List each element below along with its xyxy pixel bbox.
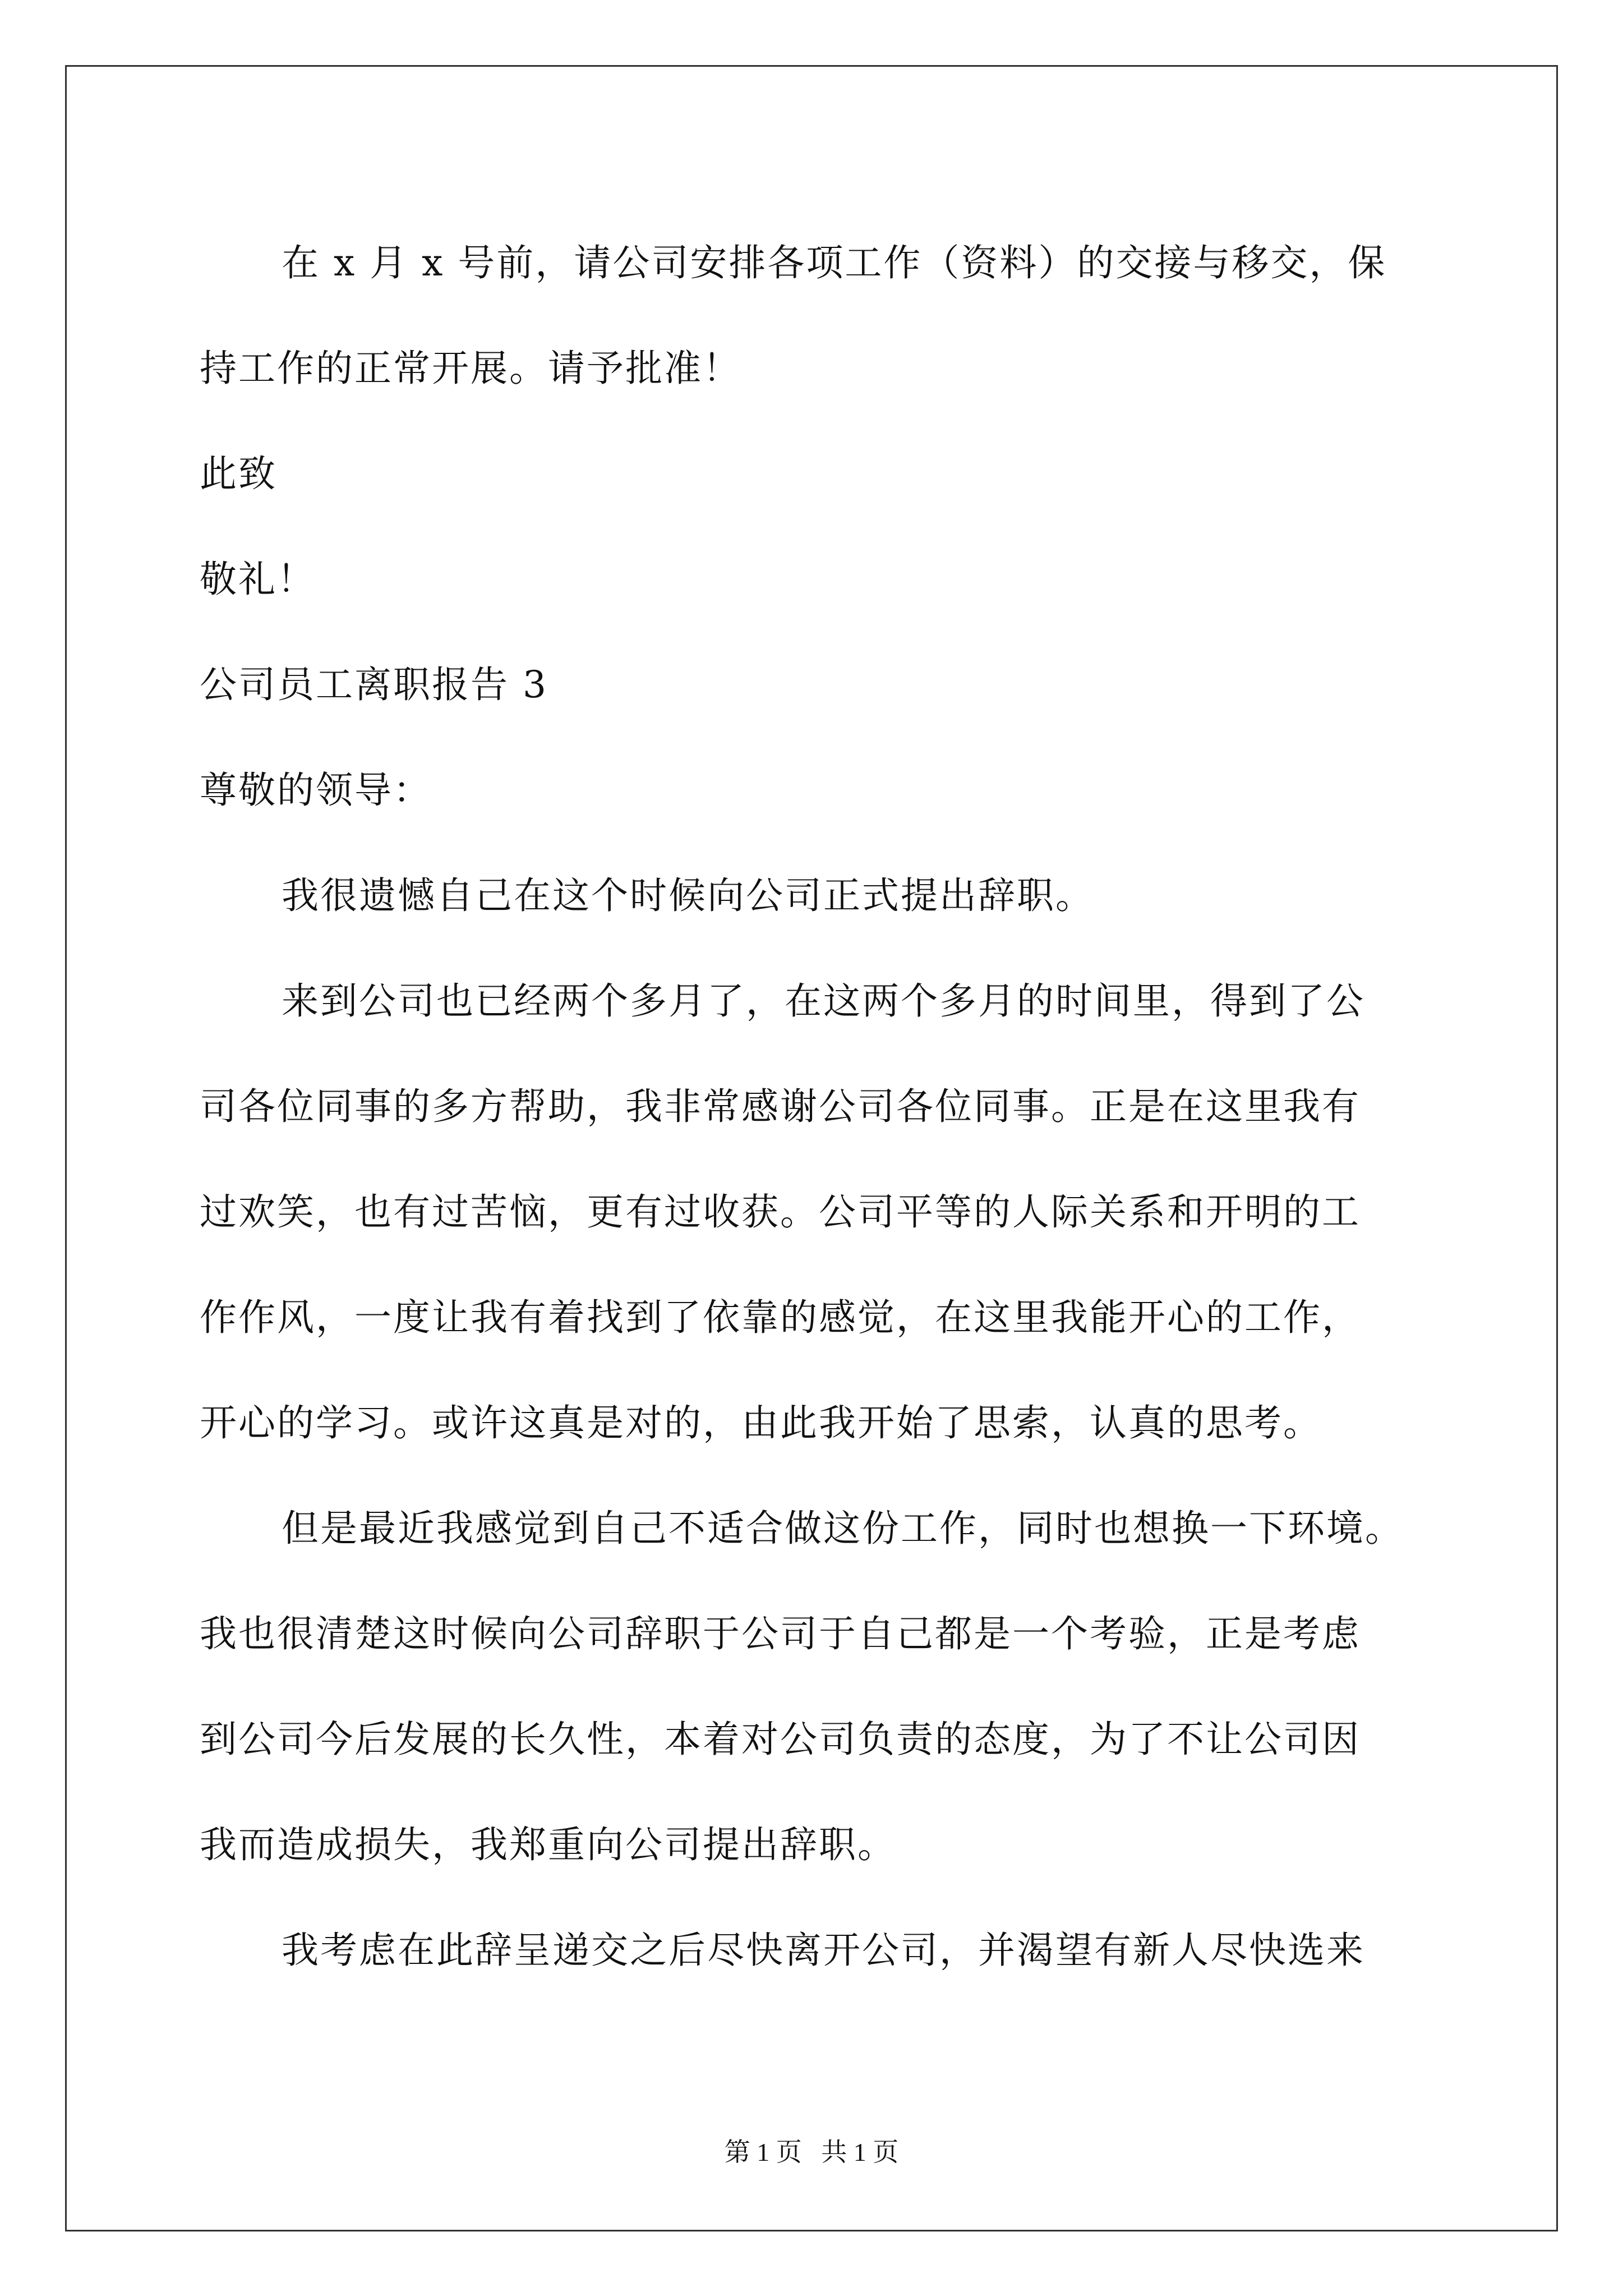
text-line: 我也很清楚这时候向公司辞职于公司于自己都是一个考验，正是考虑 — [200, 1612, 1361, 1655]
text-line: 到公司今后发展的长久性，本着对公司负责的态度，为了不让公司因 — [200, 1718, 1361, 1761]
text-line: 司各位同事的多方帮助，我非常感谢公司各位同事。正是在这里我有 — [200, 1085, 1361, 1128]
text-line: 此致 — [200, 452, 277, 495]
text-line: 来到公司也已经两个多月了，在这两个多月的时间里，得到了公 — [282, 979, 1365, 1023]
text-line: 在 x 月 x 号前，请公司安排各项工作（资料）的交接与移交，保 — [282, 241, 1387, 284]
text-line: 尊敬的领导： — [200, 769, 432, 812]
text-line: 过欢笑，也有过苦恼，更有过收获。公司平等的人际关系和开明的工 — [200, 1190, 1361, 1234]
text-line: 持工作的正常开展。请予批准！ — [200, 347, 741, 390]
document-body — [200, 210, 1433, 2003]
text-line: 我很遗憾自己在这个时候向公司正式提出辞职。 — [282, 874, 1094, 917]
page-footer — [0, 2132, 1623, 2169]
text-line: 但是最近我感觉到自己不适合做这份工作，同时也想换一下环境。 — [282, 1507, 1404, 1550]
page-total: 共 1 页 — [821, 2138, 899, 2166]
text-line: 作作风，一度让我有着找到了依靠的感觉，在这里我能开心的工作， — [200, 1296, 1361, 1339]
text-line: 敬礼！ — [200, 558, 316, 601]
page-number: 第 1 页 — [724, 2138, 802, 2166]
text-line: 我而造成损失，我郑重向公司提出辞职。 — [200, 1823, 896, 1866]
text-line: 公司员工离职报告 3 — [200, 663, 548, 706]
text-line: 开心的学习。或许这真是对的，由此我开始了思索，认真的思考。 — [200, 1401, 1322, 1444]
text-line: 我考虑在此辞呈递交之后尽快离开公司，并渴望有新人尽快选来 — [282, 1929, 1365, 1972]
